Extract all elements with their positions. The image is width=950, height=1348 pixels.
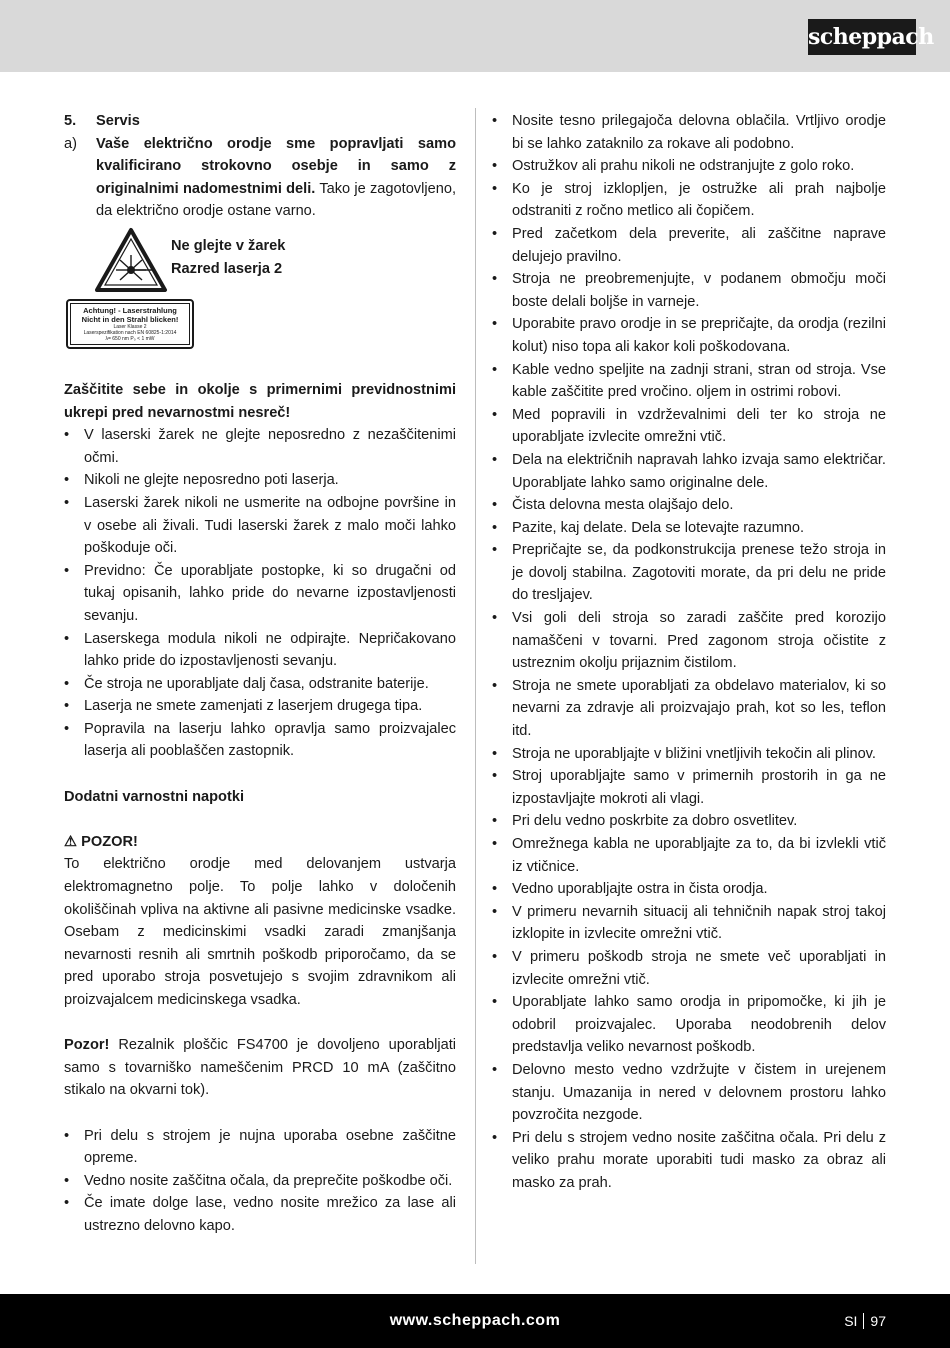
separator	[863, 1313, 864, 1329]
list-item: • Pri delu s strojem je nujna uporaba osebne zaščitne opreme.	[64, 1125, 456, 1170]
column-divider	[475, 108, 476, 1264]
protect-heading: Zaščitite sebe in okolje s primernimi previdnostnimi ukrepi pred nevarnostmi nesreč!	[64, 381, 456, 421]
list-item: • Previdno: Če uporabljate postopke, ki so drugačni od tukaj opisanih, lahko pride do nevarne izpostavljenosti sevanju.	[64, 560, 456, 628]
list-item: • Nosite tesno prilegajoča delovna oblačila. Vrtljivo orodje bi se lahko zataknilo za rokave ali podobno.	[492, 110, 886, 155]
list-item: • Pazite, kaj delate. Dela se lotevajte razumno.	[492, 517, 886, 540]
language-code: SI	[844, 1313, 858, 1329]
laser-bullet-list	[64, 424, 456, 763]
laser-warning-block	[64, 227, 456, 379]
prcd-paragraph	[64, 1034, 456, 1102]
page-footer	[0, 1294, 950, 1348]
safety-bullet-list	[492, 110, 886, 1195]
pozor-bold: Pozor!	[64, 1037, 110, 1054]
list-item: • Čista delovna mesta olajšajo delo.	[492, 494, 886, 517]
list-item: • Uporabite pravo orodje in se prepričajte, da orodja (rezilni kolut) niso topa ali kakor koli poškodovana.	[492, 313, 886, 358]
page-number: 97	[870, 1313, 886, 1329]
laser-caption-line1: Ne glejte v žarek	[171, 237, 286, 254]
page-indicator	[844, 1310, 886, 1333]
laser-class-label	[66, 299, 194, 349]
laser-caption	[171, 235, 285, 280]
list-item: • Če imate dolge lase, vedno nosite mrežico za lase ali ustrezno delovno kapo.	[64, 1192, 456, 1237]
laser-warning-icon	[94, 227, 168, 293]
list-item: • Stroja ne smete uporabljati za obdelavo materialov, ki so nevarni za zdravje ali proizvajajo prah, kot so les, teflon itd.	[492, 675, 886, 743]
item-bold-text: Vaše električno orodje sme popravljati samo kvalificirano strokovno osebje in samo z originalnimi nadomestnimi deli.	[96, 135, 456, 197]
list-item: • Stroja ne preobremenjujte, v podanem območju moči boste delali boljše in varneje.	[492, 268, 886, 313]
list-item: • Ostružkov ali prahu nikoli ne odstranjujte z golo roko.	[492, 155, 886, 178]
list-item: • Popravila na laserju lahko opravlja samo proizvajalec laserja ali pooblaščen zastopnik.	[64, 718, 456, 763]
list-item: • V primeru nevarnih situacij ali tehničnih napak stroj takoj izklopite in izvlecite omrežni vtič.	[492, 901, 886, 946]
item-normal-text: Tako je zagotovljeno, da električno orodje ostane varno.	[96, 180, 456, 220]
label-line-4: Laserspezifikation nach EN 60825-1:2014	[83, 329, 177, 336]
warning-icon: ⚠	[64, 833, 82, 850]
label-line-2: Nicht in den Strahl blicken!	[81, 314, 179, 324]
list-item: • Stroja ne uporabljajte v bližini vnetljivih tekočin ali plinov.	[492, 743, 886, 766]
left-column	[64, 110, 456, 1238]
list-item: • Laserja ne smete zamenjati z laserjem drugega tipa.	[64, 695, 456, 718]
list-item: • Vsi goli deli stroja so zaradi zaščite pred korozijo namaščeni v tovarni. Pred zagonom stroja očistite z ustreznim okolju prijaznim čistilom.	[492, 607, 886, 675]
item-label: a)	[64, 135, 77, 152]
list-item: • Prepričajte se, da podkonstrukcija prenese težo stroja in je dovolj stabilna. Zagotoviti morate, da pri delu ne pride do tresljajev.	[492, 539, 886, 607]
right-column	[492, 110, 886, 1195]
label-line-3: Laser Klasse 2	[113, 323, 147, 330]
list-item: • Delovno mesto vedno vzdržujte v čistem in urejenem stanju. Umazanija in nered v delovnem prostoru lahko povzročita nezgode.	[492, 1059, 886, 1127]
laser-caption-line2: Razred laserja 2	[171, 260, 283, 277]
list-item: • Ko je stroj izklopljen, je ostružke ali prah najbolje odstraniti z ročno metlico ali čopičem.	[492, 178, 886, 223]
item-text	[96, 133, 456, 223]
list-item: • Med popravili in vzdrževalnimi deli ter ko stroja ne uporabljate izvlecite omrežni vtič.	[492, 404, 886, 449]
page-header	[0, 0, 950, 72]
list-item: • V primeru poškodb stroja ne smete več uporabljati in izvlecite omrežni vtič.	[492, 946, 886, 991]
list-item: • Pri delu s strojem vedno nosite zaščitna očala. Pri delu z veliko prahu morate uporabiti tudi masko za obraz ali masko za prah.	[492, 1127, 886, 1195]
list-item: • Vedno uporabljajte ostra in čista orodja.	[492, 878, 886, 901]
label-line-5: λ= 650 nm P₀ < 1 mW	[105, 335, 155, 342]
service-item-a	[64, 133, 456, 223]
section-number: 5.	[64, 113, 77, 129]
ppe-bullet-list	[64, 1125, 456, 1238]
list-item: • Uporabljate lahko samo orodja in pripomočke, ki jih je odobril proizvajalec. Uporaba neodobrenih delov predstavlja veliko nevarnost poškodb.	[492, 991, 886, 1059]
list-item: • Pred začetkom dela preverite, ali zaščitne naprave delujejo pravilno.	[492, 223, 886, 268]
section-heading	[64, 110, 456, 133]
list-item: • Če stroja ne uporabljate dalj časa, odstranite baterije.	[64, 673, 456, 696]
list-item: • V laserski žarek ne glejte neposredno z nezaščitenimi očmi.	[64, 424, 456, 469]
list-item: • Vedno nosite zaščitna očala, da preprečite poškodbe oči.	[64, 1170, 456, 1193]
emf-paragraph: To električno orodje med delovanjem ustvarja elektromagnetno polje. To polje lahko v določenih okoliščinah vpliva na aktivne ali pasivne medicinske vsadke. Osebam z medicinskimi vsadki zaradi zmanjšanja nevarnosti resnih ali smrtnih poškodb priporočamo, da se pred uporabo stroja posvetujejo s svojim zdravnikom ali proizvajalcem medicinskega vsadka.	[64, 856, 456, 1008]
website-link[interactable]: www.scheppach.com	[389, 1312, 561, 1329]
list-item: • Nikoli ne glejte neposredno poti laserja.	[64, 469, 456, 492]
section-title: Servis	[96, 113, 140, 129]
list-item: • Dela na električnih napravah lahko izvaja samo električar. Uporabljate lahko samo originalne dele.	[492, 449, 886, 494]
list-item: • Omrežnega kabla ne uporabljajte za to, da bi izvlekli vtič iz vtičnice.	[492, 833, 886, 878]
pozor-heading-text: POZOR!	[81, 833, 138, 850]
prcd-text: Rezalnik ploščic FS4700 je dovoljeno uporabljati samo s tovarniško nameščenim PRCD 10 mA (zaščitno stikalo na okvarni tok).	[64, 1037, 456, 1099]
brand-logo: scheppach	[808, 19, 916, 55]
list-item: • Laserski žarek nikoli ne usmerite na odbojne površine in v osebe ali živali. Tudi laserski žarek z malo moči lahko poškoduje oči.	[64, 492, 456, 560]
additional-heading: Dodatni varnostni napotki	[64, 788, 244, 805]
list-item: • Stroj uporabljajte samo v primernih prostorih in ga ne izpostavljajte mokroti ali vlagi.	[492, 765, 886, 810]
list-item: • Laserskega modula nikoli ne odpirajte. Nepričakovano lahko pride do izpostavljenosti sevanju.	[64, 628, 456, 673]
label-line-1: Achtung! - Laserstrahlung	[83, 305, 177, 315]
list-item: • Pri delu vedno poskrbite za dobro osvetlitev.	[492, 810, 886, 833]
pozor-heading	[64, 831, 456, 854]
list-item: • Kable vedno speljite na zadnji strani, stran od stroja. Vse kable zaščitite pred vročino. oljem in ostrimi robovi.	[492, 359, 886, 404]
